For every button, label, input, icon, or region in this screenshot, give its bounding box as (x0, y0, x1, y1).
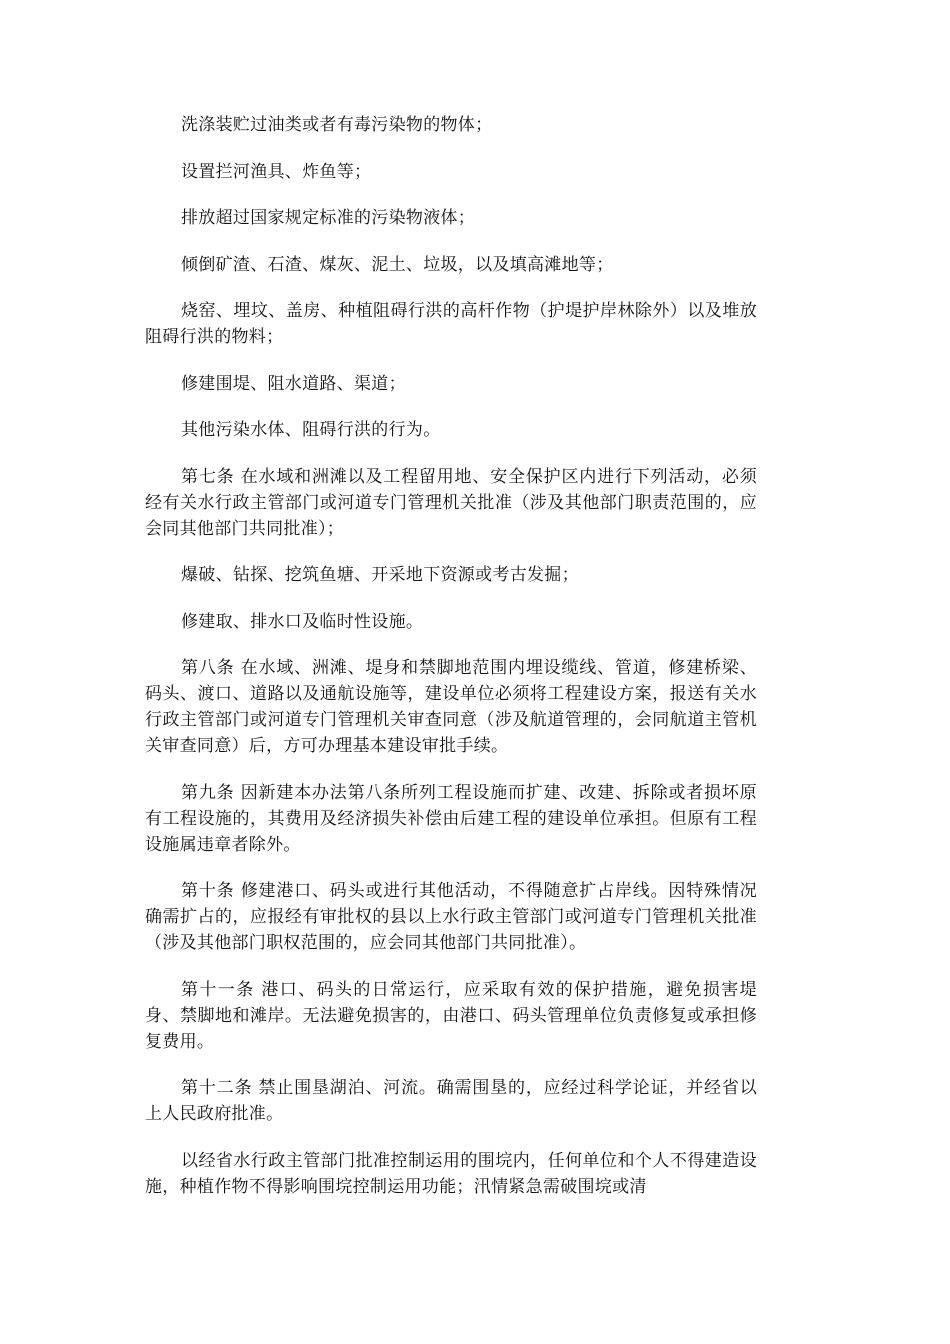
paragraph-article-12-continued: 以经省水行政主管部门批准控制运用的围垸内，任何单位和个人不得建造设施，种植作物不得影响围垸控制运用功能；汛情紧急需破围垸或清 (145, 1150, 757, 1197)
paragraph-clause-item: 烧窑、埋坟、盖房、种植阻碍行洪的高杆作物（护堤护岸林除外）以及堆放阻碍行洪的物料； (145, 301, 757, 347)
paragraph-clause-item: 爆破、钻探、挖筑鱼塘、开采地下资源或考古发掘； (181, 565, 579, 585)
paragraph-clause-item: 洗涤装贮过油类或者有毒污染物的物体； (181, 115, 493, 135)
paragraph-clause-item: 倾倒矿渣、石渣、煤灰、泥土、垃圾，以及填高滩地等； (181, 254, 614, 275)
paragraph-article-12: 第十二条 禁止围垦湖泊、河流。确需围垦的，应经过科学论证，并经省以上人民政府批准。 (145, 1078, 757, 1124)
paragraph-clause-item: 修建围堤、阻水道路、渠道； (181, 373, 406, 394)
paragraph-clause-item: 其他污染水体、阻碍行洪的行为。 (181, 420, 441, 440)
paragraph-article-8: 第八条 在水域、洲滩、堤身和禁脚地范围内埋设缆线、管道，修建桥梁、码头、渡口、道路以及通航设施等，建设单位必须将工程建设方案，报送有关水行政主管部门或河道专门管理机关审查同意（涉及航道管理的，会同航道主管机关审查同意）后，方可办理基本建设审批手续。 (145, 658, 757, 756)
paragraph-clause-item: 设置拦河渔具、炸鱼等； (181, 161, 372, 182)
paragraph-article-10: 第十条 修建港口、码头或进行其他活动，不得随意扩占岸线。因特殊情况确需扩占的，应报经有审批权的县以上水行政主管部门或河道专门管理机关批准（涉及其他部门职权范围的，应会同其他部门共同批准）。 (145, 881, 757, 953)
document-body (145, 112, 757, 1220)
paragraph-article-9: 第九条 因新建本办法第八条所列工程设施而扩建、改建、拆除或者损坏原有工程设施的，其费用及经济损失补偿由后建工程的建设单位承担。但原有工程设施属违章者除外。 (145, 782, 757, 855)
paragraph-article-7: 第七条 在水域和洲滩以及工程留用地、安全保护区内进行下列活动，必须经有关水行政主管部门或河道专门管理机关批准（涉及其他部门职责范围的，应会同其他部门共同批准）； (145, 466, 757, 539)
paragraph-article-11: 第十一条 港口、码头的日常运行，应采取有效的保护措施，避免损害堤身、禁脚地和滩岸。无法避免损害的，由港口、码头管理单位负责修复或承担修复费用。 (145, 979, 757, 1052)
paragraph-clause-item: 修建取、排水口及临时性设施。 (181, 611, 424, 632)
paragraph-clause-item: 排放超过国家规定标准的污染物液体； (181, 208, 476, 228)
